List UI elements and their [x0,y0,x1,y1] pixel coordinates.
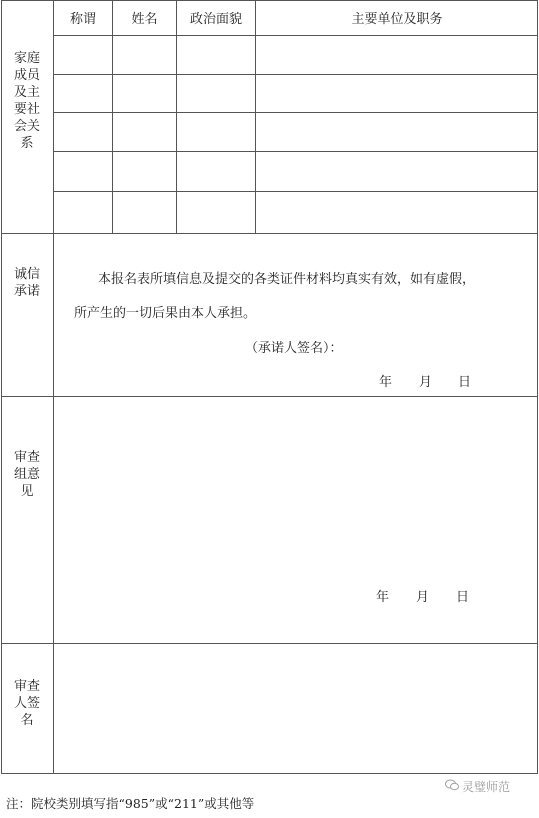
watermark-text: 灵璧师范 [462,780,511,794]
relation-cell[interactable] [54,36,112,74]
employer-cell[interactable] [256,192,538,233]
political-status-cell[interactable] [177,75,255,112]
review-date-day: 日 [456,590,470,605]
review-section-label: 审查组意见 [14,450,41,499]
header-employer-position: 主要单位及职务 [351,12,443,27]
political-status-cell[interactable] [177,152,255,191]
header-name: 姓名 [131,12,158,27]
family-section-label: 家庭成员及主要社会关系 [14,51,41,151]
review-date-month: 月 [416,590,430,605]
review-opinion-area[interactable] [54,397,538,577]
name-cell[interactable] [113,152,176,191]
political-status-cell[interactable] [177,113,255,151]
employer-cell[interactable] [256,113,538,151]
political-status-cell[interactable] [177,36,255,74]
header-political-status: 政治面貌 [189,12,242,27]
pledge-date-year: 年 [379,375,393,390]
political-status-cell[interactable] [177,192,255,233]
pledge-signature-label: （承诺人签名）： [245,341,343,356]
name-cell[interactable] [113,192,176,233]
pledge-text-line-2: 所产生的一切后果由本人承担。 [74,306,257,321]
footnote: 注：院校类别填写指“985”或“211”或其他等 [6,796,255,811]
reviewer-section-label: 审查人签名 [14,679,41,728]
name-cell[interactable] [113,36,176,74]
wechat-icon [445,779,459,794]
review-date-year: 年 [376,590,390,605]
pledge-date-day: 日 [458,375,472,390]
section-divider-family [1,233,538,234]
employer-cell[interactable] [256,36,538,74]
header-relation: 称谓 [69,12,96,27]
pledge-date-month: 月 [419,375,433,390]
relation-cell[interactable] [54,113,112,151]
name-cell[interactable] [113,75,176,112]
pledge-text-line-1: 本报名表所填信息及提交的各类证件材料均真实有效，如有虚假， [98,272,476,287]
employer-cell[interactable] [256,152,538,191]
employer-cell[interactable] [256,75,538,112]
relation-cell[interactable] [54,192,112,233]
relation-cell[interactable] [54,75,112,112]
relation-cell[interactable] [54,152,112,191]
name-cell[interactable] [113,113,176,151]
watermark [445,778,510,795]
pledge-section-label: 诚信承诺 [14,267,41,299]
reviewer-signature-area[interactable] [54,644,538,774]
